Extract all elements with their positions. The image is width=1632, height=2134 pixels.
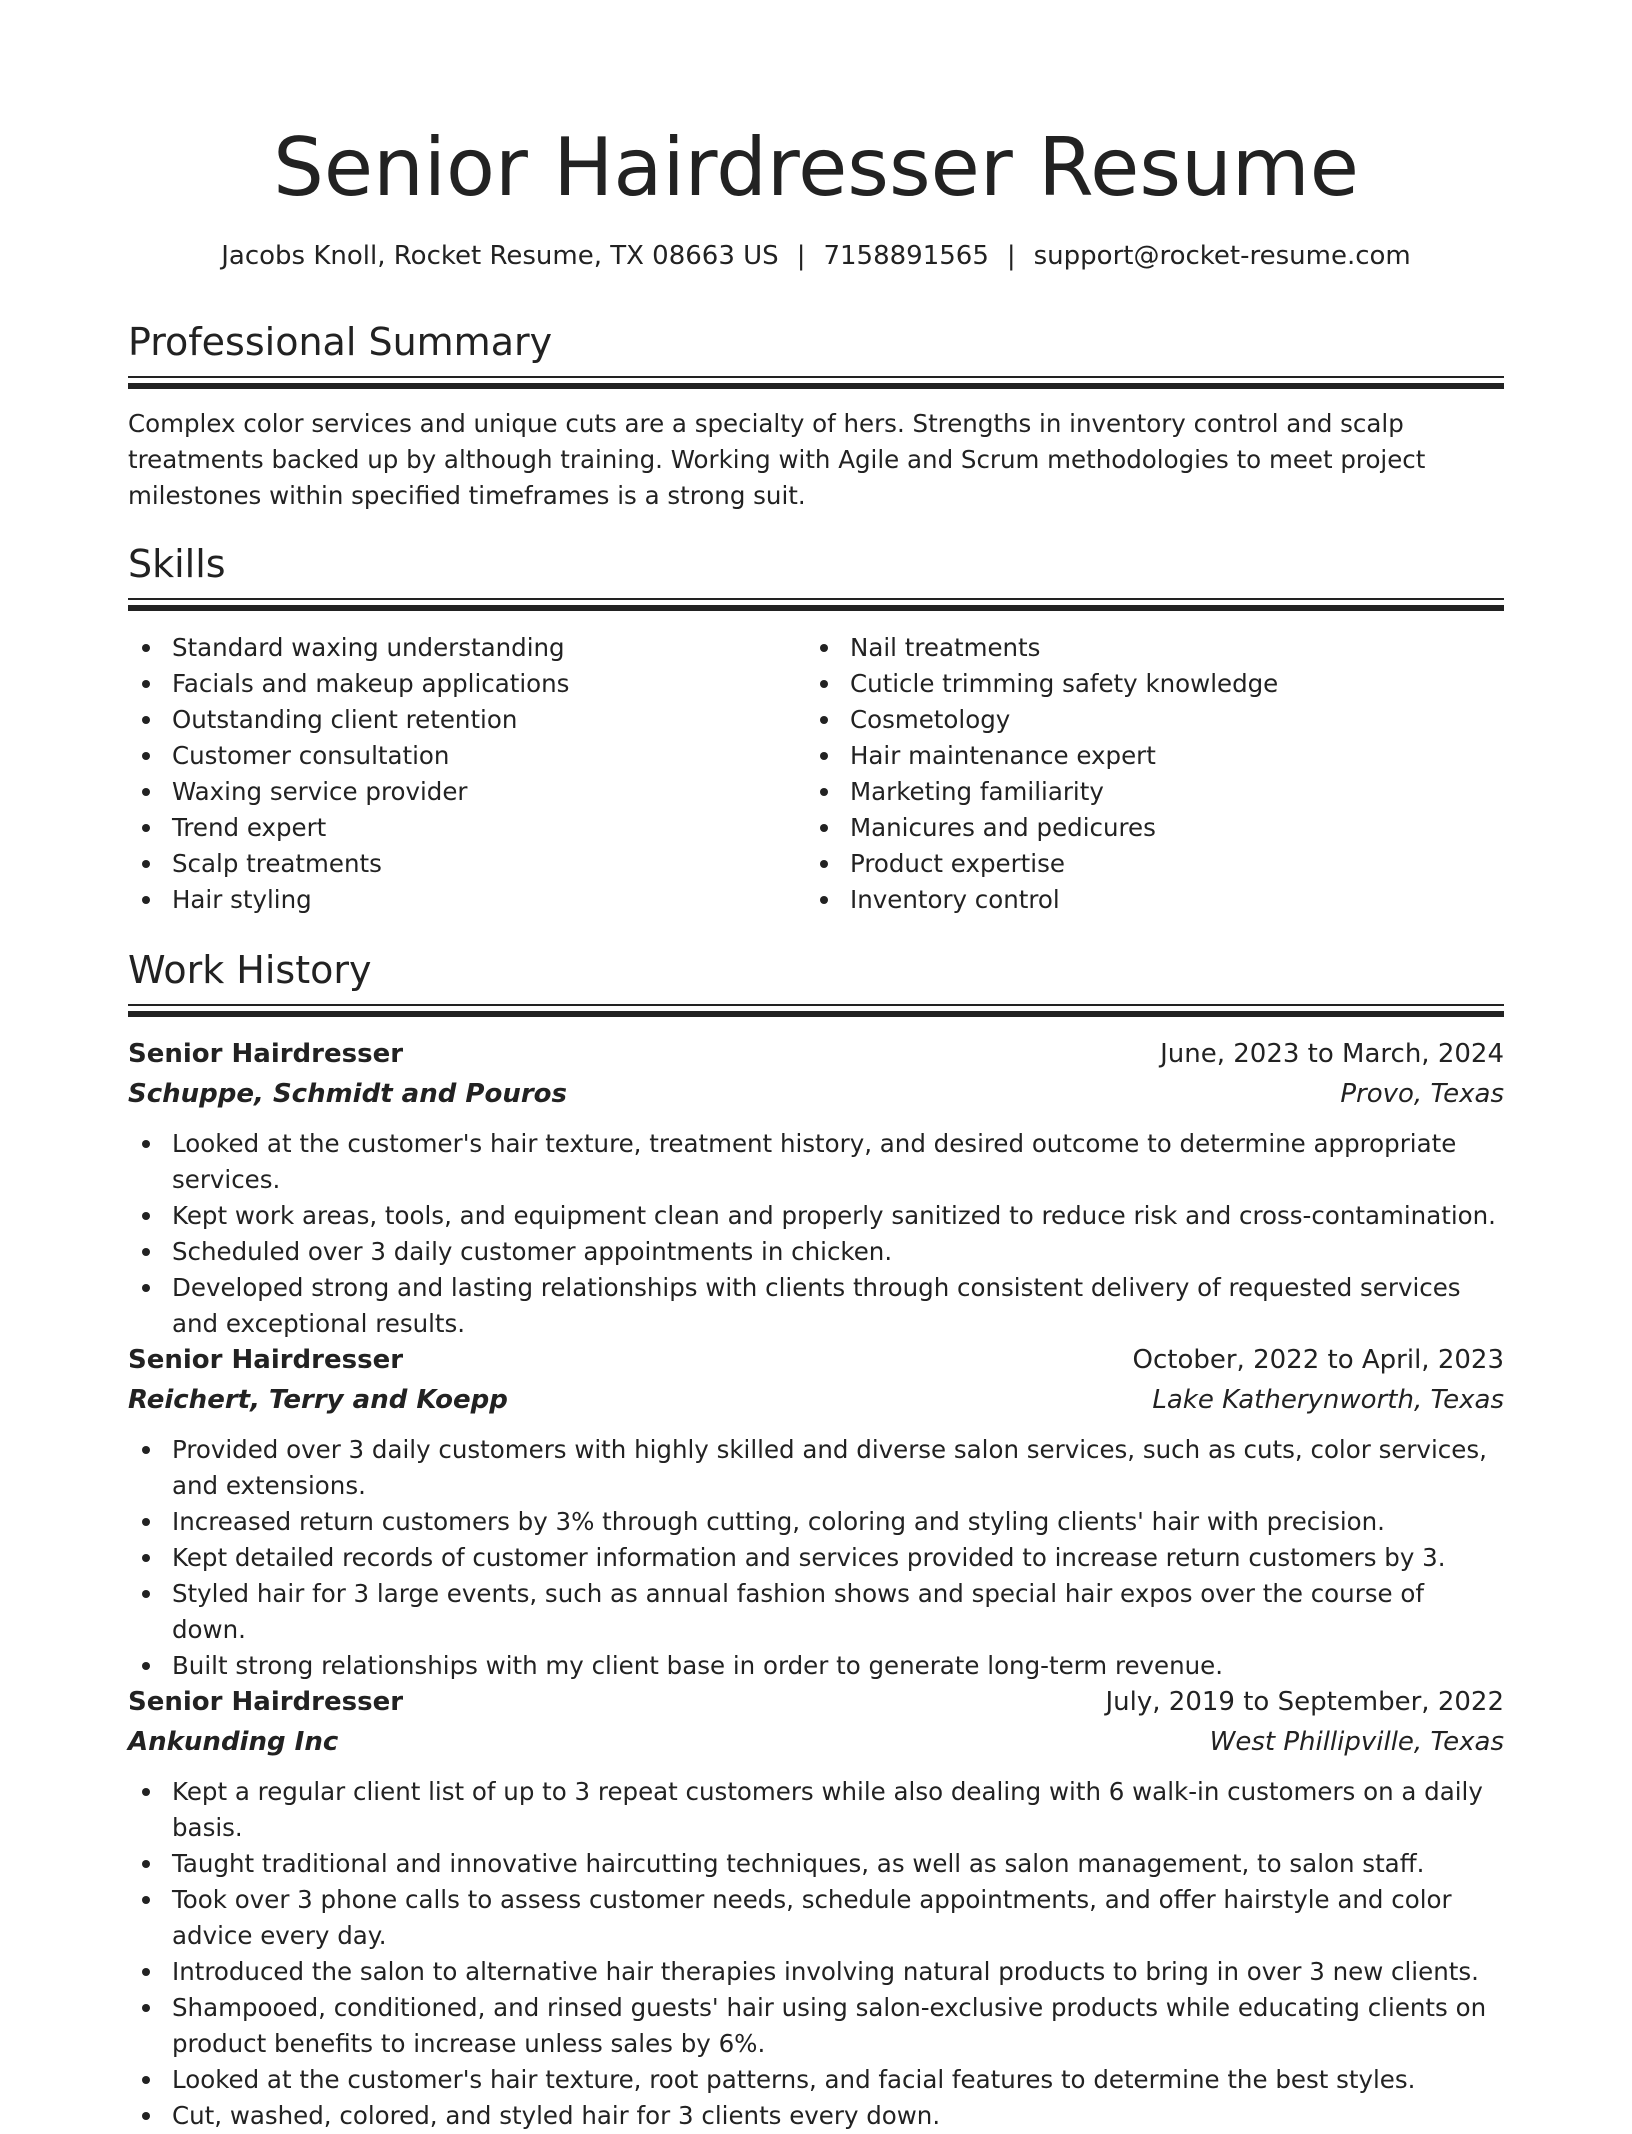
skill-item: Customer consultation <box>128 738 569 774</box>
job-bullet: Scheduled over 3 daily customer appointments in chicken. <box>128 1234 1504 1270</box>
job-bullet: Introduced the salon to alternative hair therapies involving natural products to bring in over 3 new clients. <box>128 1954 1504 1990</box>
job-bullet: Shampooed, conditioned, and rinsed guests' hair using salon-exclusive products while educating clients on product benefits to increase unless sales by 6%. <box>128 1990 1504 2062</box>
skill-item: Product expertise <box>806 846 1278 882</box>
skills-column-right <box>806 630 1278 918</box>
contact-separator: | <box>1006 241 1016 271</box>
job-bullet: Built strong relationships with my client base in order to generate long-term revenue. <box>128 1648 1504 1684</box>
skill-item: Outstanding client retention <box>128 702 569 738</box>
contact-line <box>128 238 1504 274</box>
job-dates: June, 2023 to March, 2024 <box>1160 1039 1504 1069</box>
resume-title: Senior Hairdresser Resume <box>273 121 1359 214</box>
job-bullet: Looked at the customer's hair texture, treatment history, and desired outcome to determine appropriate services. <box>128 1126 1504 1198</box>
skill-item: Waxing service provider <box>128 774 569 810</box>
summary-heading: Professional Summary <box>128 320 553 364</box>
skill-item: Standard waxing understanding <box>128 630 569 666</box>
skill-item: Scalp treatments <box>128 846 569 882</box>
job-bullet: Kept a regular client list of up to 3 repeat customers while also dealing with 6 walk-in customers on a daily basis. <box>128 1774 1504 1846</box>
job-bullet: Provided over 3 daily customers with highly skilled and diverse salon services, such as cuts, color services, and extensions. <box>128 1432 1504 1504</box>
job-entry <box>128 1340 1504 1684</box>
job-bullets <box>128 1432 1504 1684</box>
job-role: Senior Hairdresser <box>128 1039 404 1069</box>
job-entry <box>128 1034 1504 1342</box>
job-company: Reichert, Terry and Koepp <box>128 1385 508 1415</box>
job-bullets <box>128 1126 1504 1342</box>
job-company: Schuppe, Schmidt and Pouros <box>128 1079 567 1109</box>
job-company: Ankunding Inc <box>128 1727 339 1757</box>
skills-column-left <box>128 630 569 918</box>
job-dates: October, 2022 to April, 2023 <box>1132 1345 1504 1375</box>
work-section-heading <box>128 946 1504 994</box>
job-bullet: Styled hair for 3 large events, such as annual fashion shows and special hair expos over the course of down. <box>128 1576 1504 1648</box>
contact-address: Jacobs Knoll, Rocket Resume, TX 08663 US <box>221 241 779 271</box>
skill-item: Manicures and pedicures <box>806 810 1278 846</box>
skills-section-heading <box>128 540 1504 588</box>
skill-item: Marketing familiarity <box>806 774 1278 810</box>
summary-text: Complex color services and unique cuts are a specialty of hers. Strengths in inventory control and scalp treatments backed up by although training. Working with Agile and Scrum methodologies to meet project milestones within specified timeframes is a strong suit. <box>128 409 1426 510</box>
summary-section-heading <box>128 318 1504 366</box>
skill-item: Facials and makeup applications <box>128 666 569 702</box>
job-bullet: Developed strong and lasting relationships with clients through consistent delivery of requested services and exceptional results. <box>128 1270 1504 1342</box>
job-location: Lake Katherynworth, Texas <box>1152 1385 1504 1415</box>
contact-phone: 7158891565 <box>823 241 989 271</box>
job-bullet: Taught traditional and innovative haircutting techniques, as well as salon management, to salon staff. <box>128 1846 1504 1882</box>
work-heading: Work History <box>128 948 372 992</box>
skill-item: Inventory control <box>806 882 1278 918</box>
job-location: Provo, Texas <box>1340 1079 1504 1109</box>
job-bullet: Kept work areas, tools, and equipment clean and properly sanitized to reduce risk and cross-contamination. <box>128 1198 1504 1234</box>
skill-item: Cuticle trimming safety knowledge <box>806 666 1278 702</box>
job-entry <box>128 1682 1504 2134</box>
job-bullet: Increased return customers by 3% through cutting, coloring and styling clients' hair with precision. <box>128 1504 1504 1540</box>
job-location: West Phillipville, Texas <box>1209 1727 1504 1757</box>
skill-item: Trend expert <box>128 810 569 846</box>
job-role: Senior Hairdresser <box>128 1345 404 1375</box>
skill-item: Hair maintenance expert <box>806 738 1278 774</box>
contact-email: support@rocket-resume.com <box>1033 241 1411 271</box>
job-bullet: Kept detailed records of customer information and services provided to increase return customers by 3. <box>128 1540 1504 1576</box>
job-dates: July, 2019 to September, 2022 <box>1105 1687 1504 1717</box>
job-role: Senior Hairdresser <box>128 1687 404 1717</box>
skill-item: Nail treatments <box>806 630 1278 666</box>
skill-item: Hair styling <box>128 882 569 918</box>
job-bullet: Took over 3 phone calls to assess customer needs, schedule appointments, and offer hairstyle and color advice every day. <box>128 1882 1504 1954</box>
skill-item: Cosmetology <box>806 702 1278 738</box>
skills-heading: Skills <box>128 542 226 586</box>
job-bullet: Looked at the customer's hair texture, root patterns, and facial features to determine the best styles. <box>128 2062 1504 2098</box>
job-bullets <box>128 1774 1504 2134</box>
contact-separator: | <box>796 241 806 271</box>
job-bullet: Cut, washed, colored, and styled hair for 3 clients every down. <box>128 2098 1504 2134</box>
